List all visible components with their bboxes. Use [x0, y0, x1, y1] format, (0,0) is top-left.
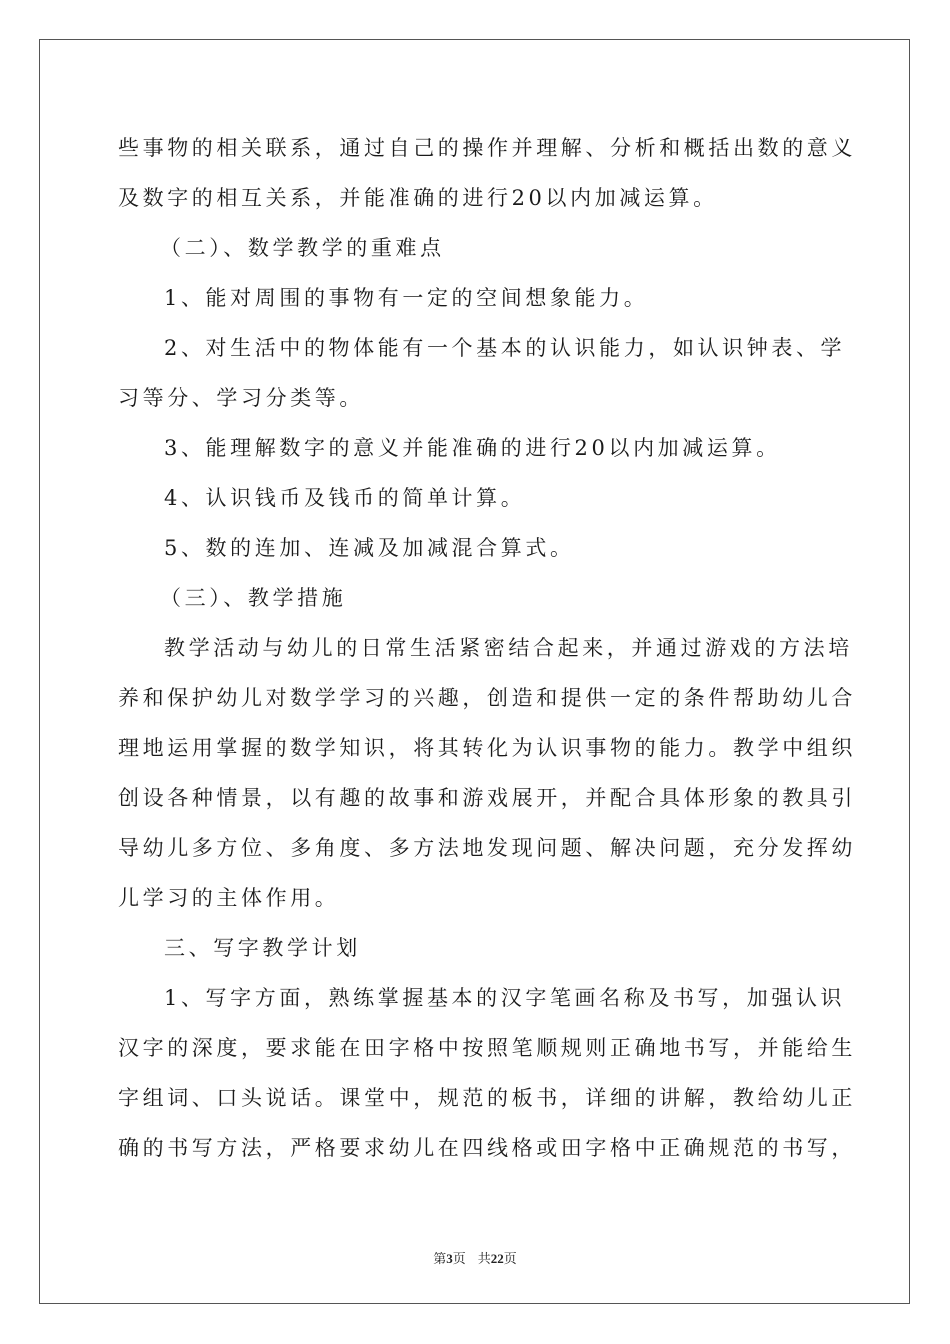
paragraph-line: 教学活动与幼儿的日常生活紧密结合起来，并通过游戏的方法培	[164, 636, 853, 660]
total-pages: 22	[490, 1251, 504, 1266]
list-item: 1、能对周围的事物有一定的空间想象能力。	[164, 286, 649, 310]
paragraph-line: 理地运用掌握的数学知识，将其转化为认识事物的能力。教学中组织	[118, 736, 856, 760]
page-footer	[0, 1248, 950, 1267]
list-item-continuation: 习等分、学习分类等。	[118, 386, 364, 410]
paragraph-line: 导幼儿多方位、多角度、多方法地发现问题、解决问题，充分发挥幼	[118, 836, 856, 860]
section-heading: （三）、教学措施	[160, 586, 347, 610]
paragraph-line: 字组词、口头说话。课堂中，规范的板书，详细的讲解，教给幼儿正	[118, 1086, 856, 1110]
paragraph-line: 儿学习的主体作用。	[118, 886, 340, 910]
paragraph-line: 创设各种情景，以有趣的故事和游戏展开，并配合具体形象的教具引	[118, 786, 856, 810]
paragraph-line: 1、写字方面，熟练掌握基本的汉字笔画名称及书写，加强认识	[164, 986, 846, 1010]
page-number: 3	[446, 1251, 453, 1266]
page-suffix: 页	[452, 1252, 466, 1267]
document-body	[118, 123, 856, 1173]
page-prefix: 第	[433, 1252, 447, 1267]
paragraph-line: 汉字的深度，要求能在田字格中按照笔顺规则正确地书写，并能给生	[118, 1036, 856, 1060]
paragraph-line: 及数字的相互关系，并能准确的进行20以内加减运算。	[118, 186, 718, 210]
list-item: 3、能理解数字的意义并能准确的进行20以内加减运算。	[164, 436, 781, 460]
total-prefix: 共	[477, 1252, 491, 1267]
total-suffix: 页	[503, 1252, 517, 1267]
paragraph-line: 养和保护幼儿对数学学习的兴趣，创造和提供一定的条件帮助幼儿合	[118, 686, 856, 710]
paragraph-line: 确的书写方法，严格要求幼儿在四线格或田字格中正确规范的书写，	[118, 1136, 856, 1160]
section-heading: 三、写字教学计划	[164, 936, 361, 960]
section-heading: （二）、数学教学的重难点	[160, 236, 445, 260]
list-item: 2、对生活中的物体能有一个基本的认识能力，如认识钟表、学	[164, 336, 846, 360]
list-item: 5、数的连加、连减及加减混合算式。	[164, 536, 575, 560]
list-item: 4、认识钱币及钱币的简单计算。	[164, 486, 526, 510]
paragraph-line: 些事物的相关联系，通过自己的操作并理解、分析和概括出数的意义	[118, 136, 856, 160]
